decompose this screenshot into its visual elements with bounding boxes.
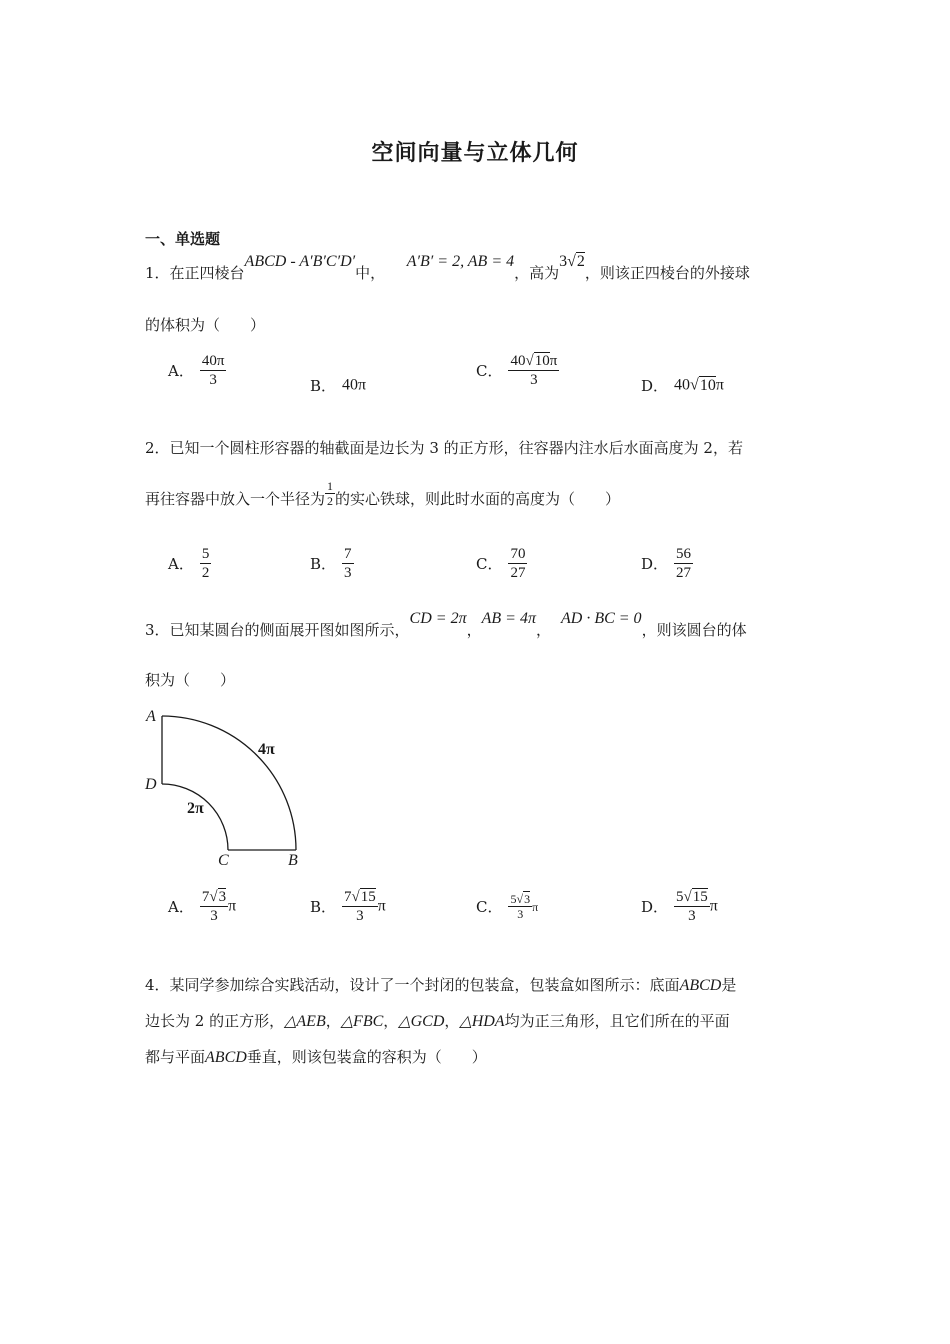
question-2-line-1: 2．已知一个圆柱形容器的轴截面是边长为 3 的正方形，往容器内注水后水面高度为 2，若: [145, 439, 743, 457]
q2-option-c[interactable]: C． $\frac{70}{27}$: [476, 546, 526, 581]
q2-option-d[interactable]: D． $\frac{56}{27}$: [641, 546, 692, 581]
page-title: 空间向量与立体几何: [371, 141, 579, 166]
q1-option-a[interactable]: A． $\frac{40\pi}{3}$: [168, 353, 225, 388]
label-a: A: [146, 708, 156, 725]
q1-mid: 中，: [355, 264, 386, 282]
q1-option-d[interactable]: D． 40√10π: [641, 376, 724, 395]
q3-arc-cd: CD = 2π: [409, 610, 467, 627]
question-2-line-2: 再往容器中放入一个半径为 $\frac{1}{2}$ 的实心铁球，则此时水面的高度为（ ）: [145, 479, 621, 509]
question-4-line-1: 4．某同学参加综合实践活动，设计了一个封闭的包装盒，包装盒如图所示：底面ABCD是: [145, 976, 737, 994]
q1-edge-lengths: A′B′ = 2, AB = 4: [406, 253, 515, 270]
q3-option-b[interactable]: B． $\frac{7√15}{3}$ π: [310, 889, 386, 924]
label-b: B: [288, 852, 298, 869]
question-4-line-2: 边长为 2 的正方形，△AEB，△FBC，△GCD，△HDA均为正三角形，且它们所在的平面: [145, 1012, 730, 1030]
q1-option-b[interactable]: B． 40π: [310, 376, 367, 395]
question-3-line-1: 3．已知某圆台的侧面展开图如图所示，CD = 2π，AB = 4π，AD · BC = 0，则该圆台的体: [145, 610, 747, 639]
question-4-line-3: 都与平面ABCD垂直，则该包装盒的容积为（ ）: [145, 1048, 487, 1066]
section-heading: 一、单选题: [145, 230, 221, 248]
frustum-net-figure: [140, 700, 320, 875]
q1-height-value: 3√2: [559, 253, 585, 270]
q1-option-c[interactable]: C． $\frac{40√10\pi}{3}$: [476, 353, 558, 388]
q2-option-a[interactable]: A． $\frac{5}{2}$: [168, 546, 210, 581]
question-1-line-1: [145, 253, 750, 283]
inner-arc: [162, 784, 228, 850]
outer-arc: [162, 716, 296, 850]
q2-radius: $\frac{1}{2}$: [327, 479, 334, 509]
q3-option-a[interactable]: A． $\frac{7√3}{3}$ π: [168, 889, 237, 924]
q1-frustum-name: ABCD - A′B′C′D′: [244, 253, 356, 270]
label-inner-arc: 2π: [187, 800, 204, 817]
question-3-line-2: 积为（ ）: [145, 671, 236, 689]
q2-option-b[interactable]: B． $\frac{7}{3}$: [310, 546, 352, 581]
q3-option-d[interactable]: D． $\frac{5√15}{3}$ π: [641, 889, 718, 924]
label-d: D: [145, 776, 157, 793]
q3-dot-product: AD · BC = 0: [560, 610, 642, 627]
label-outer-arc: 4π: [258, 741, 275, 758]
q1-tail: ，则该正四棱台的外接球: [584, 264, 750, 282]
label-c: C: [218, 852, 229, 869]
q3-arc-ab: AB = 4π: [481, 610, 536, 627]
q1-height-label: ，高为: [514, 264, 560, 282]
q1-intro: 1．在正四棱台: [145, 264, 245, 282]
q3-option-c[interactable]: C． $\frac{5√3}{3}$ π: [476, 892, 539, 922]
question-1-line-2: 的体积为（ ）: [145, 316, 266, 334]
